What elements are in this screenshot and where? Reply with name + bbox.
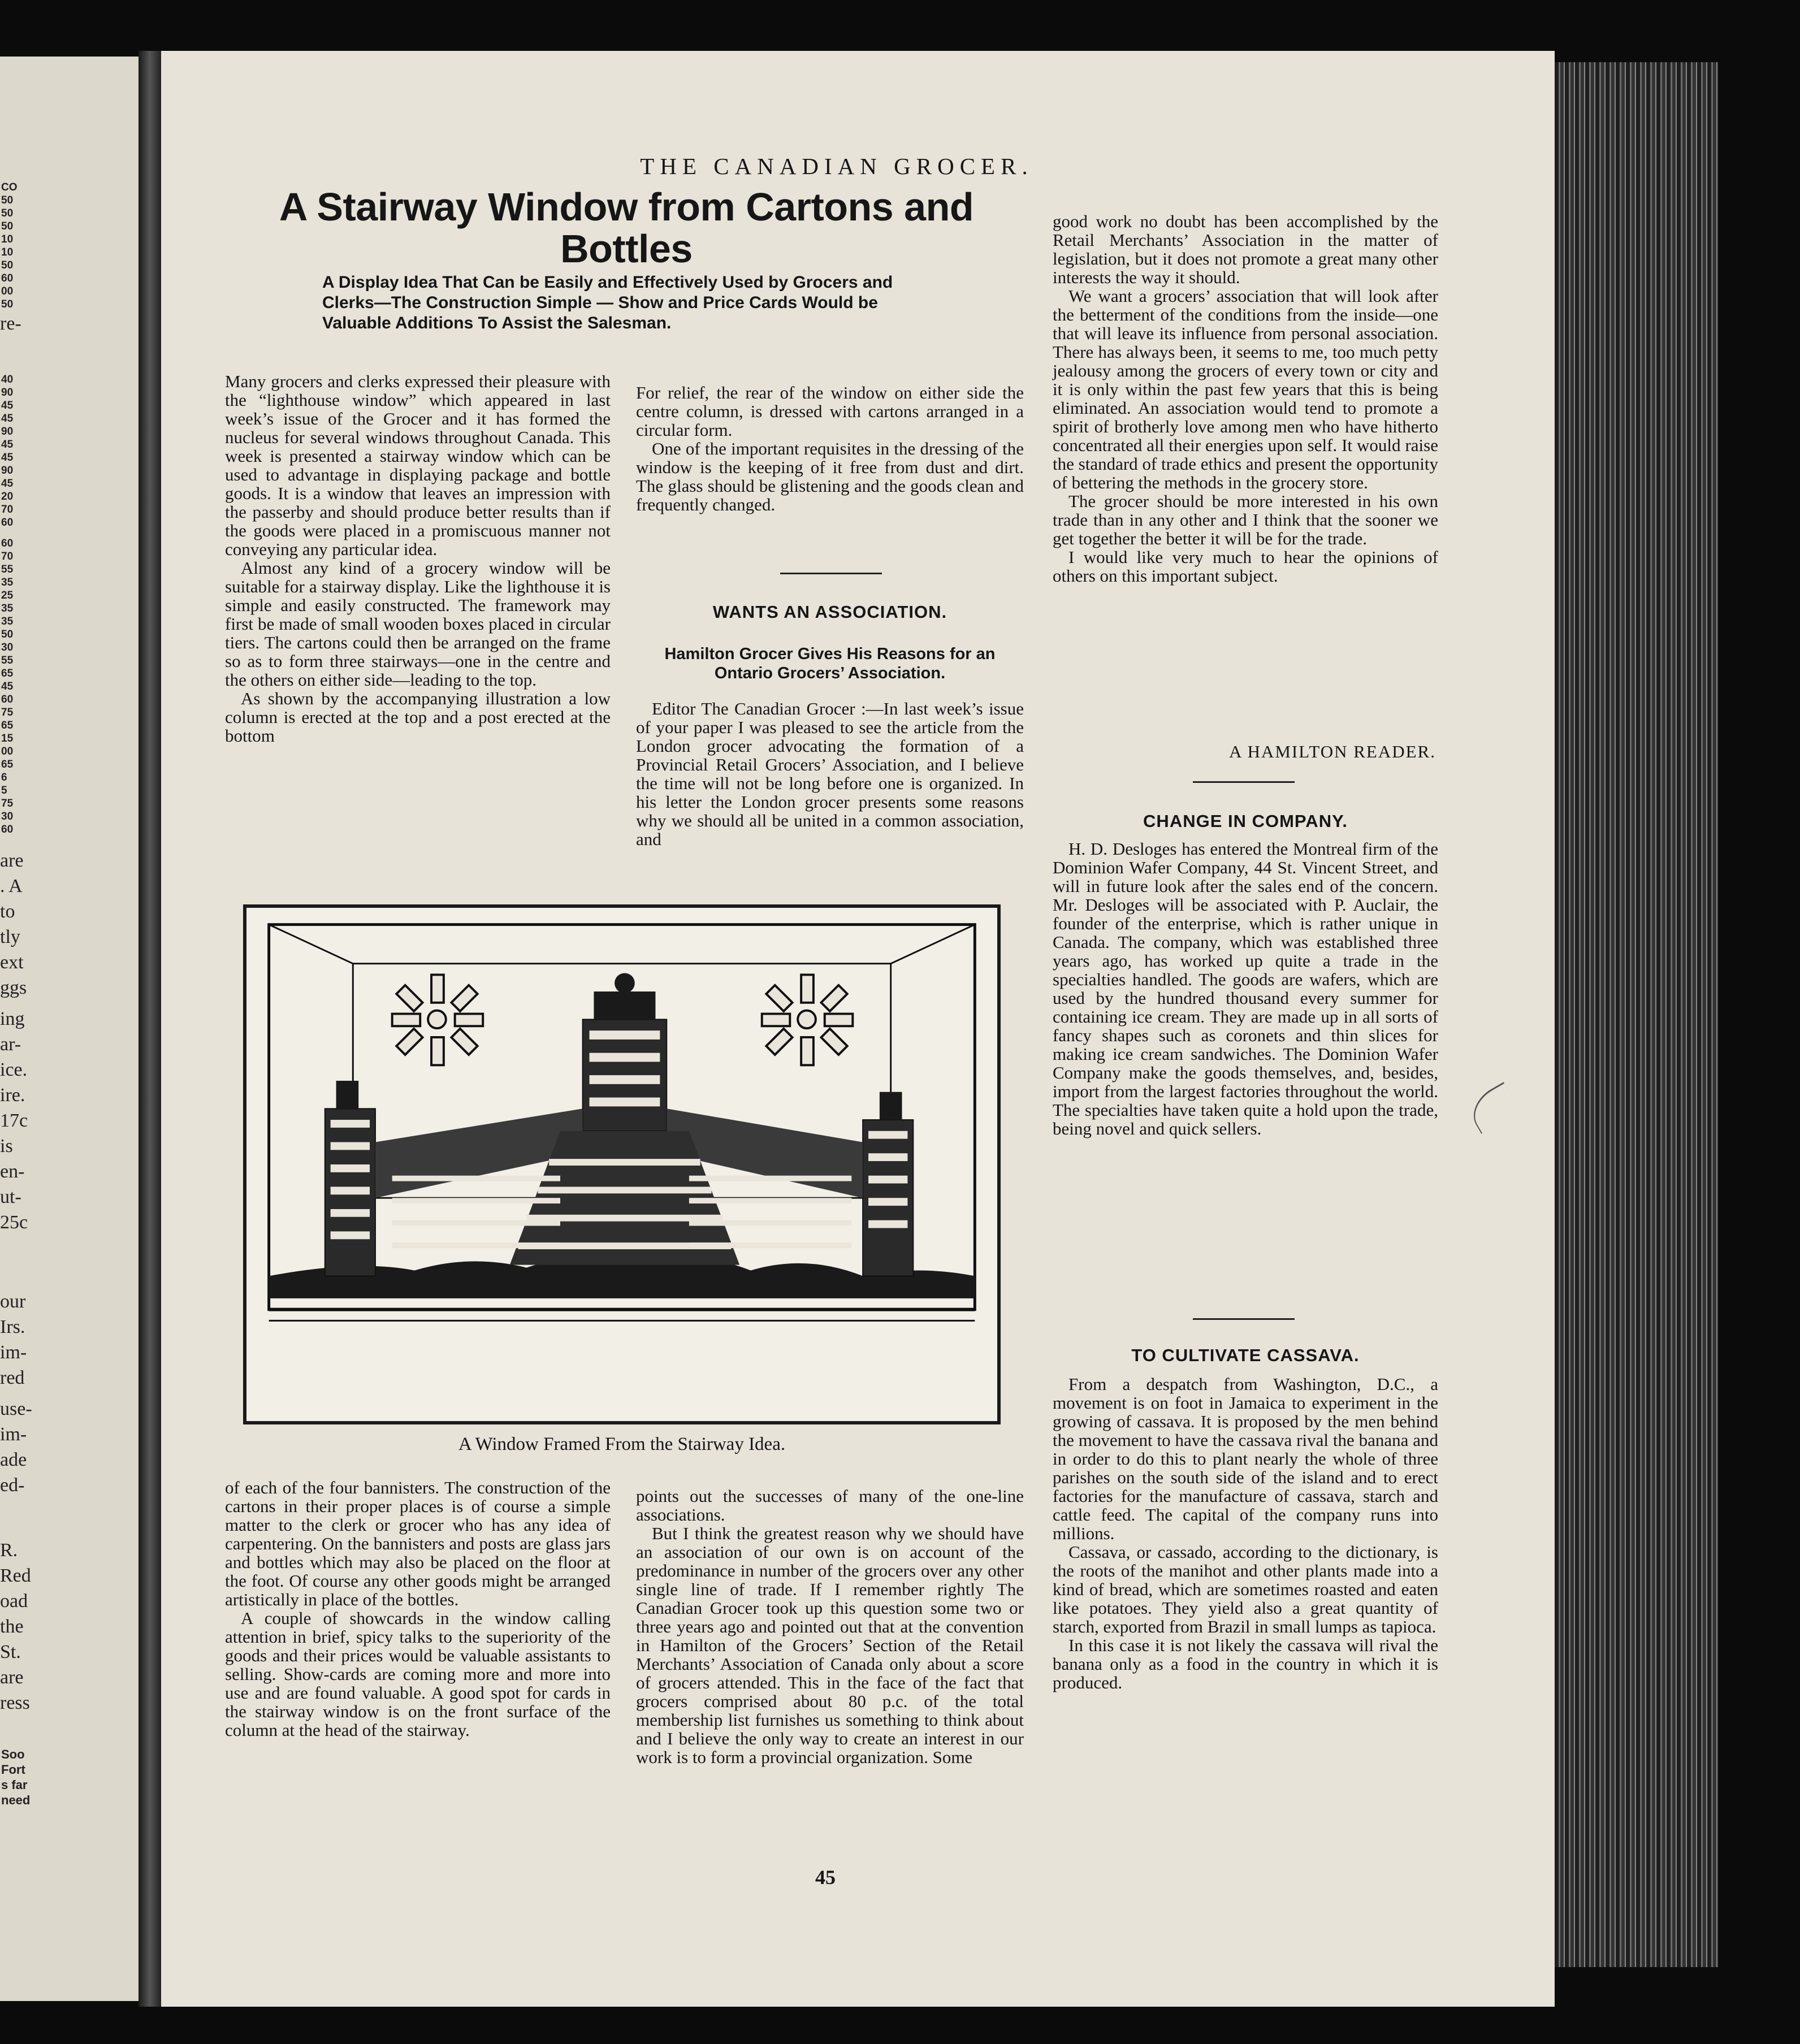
paragraph: I would like very much to hear the opinions of others on this important subject. xyxy=(1053,547,1438,586)
margin-line: 90 xyxy=(1,387,14,399)
left-carton-wheel xyxy=(392,975,483,1065)
margin-line: 35 xyxy=(1,603,14,614)
margin-line: 00 xyxy=(1,746,14,757)
margin-line: 15 xyxy=(1,733,14,744)
margin-line: 65 xyxy=(1,759,14,770)
illustration-caption: A Window Framed From the Stairway Idea. xyxy=(458,1434,786,1454)
margin-line: use- xyxy=(0,1398,32,1419)
paragraph: H. D. Desloges has entered the Montreal firm of the Dominion Wafer Company, 44 St. Vincent Street, and will in future look after the sales end of the concern. Mr. Desloges will be associated with P. Auclair, the founder of the enterprise, which is rather unique in Canada. The company, which was established three years ago, has worked up quite a trade in the specialties handled. The goods are wafers, which are used by the hundred thousand every summer for containing ice cream. They are made up in all sorts of fancy shapes such as coronets and thin slices for making ice cream sandwiches. The Dominion Wafer Company make the goods themselves, and, besides, import from the largest factories throughout the world. The specialties have taken quite a hold upon the trade, being novel and quick sellers. xyxy=(1053,839,1438,1138)
divider xyxy=(1193,781,1295,783)
left-facing-page xyxy=(0,57,139,2001)
margin-line: 35 xyxy=(1,616,14,627)
margin-line: 60 xyxy=(1,824,14,835)
change-in-company-heading: CHANGE IN COMPANY. xyxy=(1143,811,1348,831)
margin-line: are xyxy=(0,1667,24,1688)
paragraph: Almost any kind of a grocery window will be suitable for a stairway display. Like the lighthouse it is simple and easily constructed. The framework may first be made of small wooden boxes placed in circular tiers. The cartons could then be arranged on the frame so as to form three stairways—one in the centre and the others on either side—leading to the top. xyxy=(225,558,611,690)
margin-line: our xyxy=(0,1291,26,1312)
margin-words-c xyxy=(0,1289,34,1391)
margin-line: 90 xyxy=(1,426,14,438)
margin-line: need xyxy=(1,1793,31,1807)
signature: A HAMILTON READER. xyxy=(1229,742,1436,761)
book-gutter xyxy=(139,51,161,2007)
margin-line: ade xyxy=(0,1449,27,1470)
margin-line: ress xyxy=(0,1692,30,1713)
margin-figures-mid xyxy=(1,373,35,529)
margin-line: ed- xyxy=(0,1475,25,1496)
wants-association-heading: WANTS AN ASSOCIATION. xyxy=(712,602,947,622)
margin-line: red xyxy=(0,1367,25,1388)
margin-line: 45 xyxy=(1,452,14,464)
paragraph: Many grocers and clerks expressed their pleasure with the “lighthouse window” which appeared in last week’s issue of the Grocer and it has formed the nucleus for several windows throughout Canada. This week is presented a stairway window which can be used to advantage in displaying package and bottle goods. It is a window that leaves an impression with the passerby and should produce better results than if the goods were placed in a promiscuous manner not conveying any particular idea. xyxy=(225,371,611,559)
paragraph: points out the successes of many of the one-line associations. xyxy=(636,1486,1024,1525)
running-head: THE CANADIAN GROCER. xyxy=(640,153,1033,179)
margin-line: 50 xyxy=(1,220,14,232)
margin-line: St. xyxy=(0,1642,21,1662)
margin-line: 45 xyxy=(1,681,14,692)
margin-line: to xyxy=(0,901,15,922)
margin-line: 30 xyxy=(1,642,14,653)
article-col1-bottom xyxy=(225,1478,611,1739)
paragraph: Editor The Canadian Grocer :—In last week’s issue of your paper I was pleased to see the article from the London grocer advocating the formation of a Provincial Retail Grocers’ Association, and I believe the time will not be long before one is organized. In his letter the London grocer presents some reasons why we should all be united in a common association, and xyxy=(636,699,1024,849)
margin-line: ice. xyxy=(0,1059,28,1080)
margin-line: CO xyxy=(1,181,18,193)
paragraph: For relief, the rear of the window on either side the centre column, is dressed with cartons arranged in a circular form. xyxy=(636,383,1024,440)
margin-line: en- xyxy=(0,1161,25,1182)
margin-line: 10 xyxy=(1,246,14,258)
paragraph: In this case it is not likely the cassava will rival the banana only as a food in the country in which it is produced. xyxy=(1053,1635,1438,1692)
margin-line: s far xyxy=(1,1778,28,1792)
margin-line: 50 xyxy=(1,194,14,206)
margin-line: 40 xyxy=(1,374,14,386)
margin-line: 75 xyxy=(1,707,14,718)
margin-line: ire. xyxy=(0,1085,25,1106)
margin-line: 17c xyxy=(0,1110,28,1131)
margin-line: ext xyxy=(0,952,24,973)
paragraph: of each of the four bannisters. The construction of the cartons in their proper places is of course a simple matter to the clerk or grocer who has any idea of carpentering. On the bannisters and posts are glass jars and bottles which may also be placed on the floor at the foot. Of course any other goods might be arranged artistically in place of the bottles. xyxy=(225,1478,611,1609)
margin-line: 65 xyxy=(1,720,14,731)
margin-line: ing xyxy=(0,1008,25,1029)
divider xyxy=(1193,1318,1295,1320)
margin-line: 50 xyxy=(1,629,14,640)
divider xyxy=(780,573,882,574)
margin-line: im- xyxy=(0,1424,27,1445)
stairway-window-drawing xyxy=(246,908,997,1421)
margin-line: 50 xyxy=(1,259,14,271)
margin-line: tly xyxy=(0,926,20,947)
article-col1-top xyxy=(225,372,611,745)
page-number: 45 xyxy=(815,1866,836,1889)
margin-line: 70 xyxy=(1,504,14,516)
margin-line: 10 xyxy=(1,233,14,245)
margin-line: 20 xyxy=(1,491,14,503)
margin-line: 60 xyxy=(1,272,14,284)
paragraph: good work no doubt has been accomplished by the Retail Merchants’ Association in the matter of legislation, but it does not promote a great many other interests the way it should. xyxy=(1053,211,1438,287)
margin-line: 25 xyxy=(1,590,14,601)
margin-line: 50 xyxy=(1,298,14,310)
change-in-company-body xyxy=(1053,839,1438,1138)
margin-line: oad xyxy=(0,1591,28,1612)
margin-line: ar- xyxy=(0,1034,21,1055)
margin-figures-low xyxy=(1,537,35,836)
margin-line: ggs xyxy=(0,977,27,998)
wants-association-col2-bottom xyxy=(636,1487,1024,1766)
margin-line: 60 xyxy=(1,517,14,529)
margin-line: 00 xyxy=(1,285,14,297)
margin-line: 35 xyxy=(1,577,14,588)
margin-line: the xyxy=(0,1616,24,1637)
margin-line: ut- xyxy=(0,1186,21,1207)
margin-words-e xyxy=(0,1538,34,1716)
margin-line: are xyxy=(0,850,24,871)
paragraph: As shown by the accompanying illustration a low column is erected at the top and a post erected at the bottom xyxy=(225,688,611,746)
margin-line: im- xyxy=(0,1342,27,1363)
margin-words-d xyxy=(0,1396,34,1498)
margin-line: 55 xyxy=(1,564,14,575)
headline: A Stairway Window from Cartons and Bottles xyxy=(279,185,974,271)
cassava-heading: TO CULTIVATE CASSAVA. xyxy=(1131,1345,1360,1365)
paragraph: Cassava, or cassado, according to the dictionary, is the roots of the manihot and other plants made into a kind of bread, which are sometimes roasted and eaten like potatoes. They yield also a great quantity of starch, exported from Brazil in small lumps as tapioca. xyxy=(1053,1542,1438,1636)
margin-line: 45 xyxy=(1,439,14,451)
wants-association-col3 xyxy=(1053,212,1438,585)
margin-fragment: re- xyxy=(0,313,21,334)
stairway-window-illustration xyxy=(243,904,1001,1424)
wants-association-col2 xyxy=(636,699,1024,848)
paragraph: From a despatch from Washington, D.C., a movement is on foot in Jamaica to experiment in the growing of cassava. It is proposed by the men behind the movement to have the cassava rival the banana and in order to do this to plant nearly the whole of three parishes on the south side of the island and to erect factories for the manufacture of cassava, starch and cattle feed. The capital of the company runs into millions. xyxy=(1053,1374,1438,1543)
margin-line: Soo xyxy=(1,1747,25,1761)
margin-line: 55 xyxy=(1,655,14,666)
margin-line: is xyxy=(0,1136,13,1157)
margin-line: 45 xyxy=(1,478,14,490)
margin-line: 45 xyxy=(1,413,14,425)
margin-line: Irs. xyxy=(0,1317,25,1337)
margin-line: 75 xyxy=(1,798,14,809)
paragraph: One of the important requisites in the dressing of the window is the keeping of it free from dust and dirt. The glass should be glistening and the goods clean and frequently changed. xyxy=(636,439,1024,514)
margin-line: 30 xyxy=(1,811,14,822)
paragraph: But I think the greatest reason why we should have an association of our own is on account of the predominance in number of the grocers over any other single line of trade. If I remember rightly The Canadian Grocer took up this question some two or three years ago and pointed out that at the convention in Hamilton of the Grocers’ Section of the Retail Merchants’ Association of Canada only about a score of grocers attended. This in the face of the fact that grocers comprised about 80 p.c. of the total membership list furnishes us something to think about and I believe the only way to create an interest in our work is to form a provincial organization. Some xyxy=(636,1523,1024,1767)
margin-line: 5 xyxy=(1,785,7,796)
paragraph: The grocer should be more interested in his own trade than in any other and I think that the sooner we get together the better it will be for the trade. xyxy=(1053,491,1438,548)
paragraph: A couple of showcards in the window calling attention in brief, spicy talks to the superiority of the goods and their prices would be valuable assistants to selling. Show-cards are coming more and more into use and are found valuable. A good spot for cards in the stairway window is on the front surface of the column at the head of the stairway. xyxy=(225,1608,611,1740)
margin-line: 90 xyxy=(1,465,14,477)
right-post xyxy=(863,1120,913,1276)
deck: A Display Idea That Can be Easily and Effectively Used by Grocers and Clerks—The Construction Simple — Show and Price Cards Would be Valuable Additions To Assist the Salesman. xyxy=(322,273,893,332)
margin-line: R. xyxy=(0,1540,18,1561)
margin-line: 45 xyxy=(1,400,14,412)
margin-words-f xyxy=(1,1747,35,1808)
right-carton-wheel xyxy=(762,975,853,1065)
wants-association-subheading: Hamilton Grocer Gives His Reasons for an Ontario Grocers’ Association. xyxy=(664,645,996,682)
article-col2-top xyxy=(636,383,1024,514)
margin-line: 6 xyxy=(1,772,7,783)
margin-line: 60 xyxy=(1,694,14,705)
margin-figures-top xyxy=(1,181,35,311)
margin-words-a xyxy=(0,848,34,1001)
margin-words-b xyxy=(0,1006,34,1235)
margin-line: Fort xyxy=(1,1762,25,1777)
margin-line: 25c xyxy=(0,1212,28,1233)
margin-line: Red xyxy=(0,1565,31,1586)
page-edges xyxy=(1555,62,1719,1967)
cassava-body xyxy=(1053,1375,1438,1692)
margin-line: 50 xyxy=(1,207,14,219)
margin-line: . A xyxy=(0,876,23,897)
paragraph: We want a grocers’ association that will look after the betterment of the conditions from the inside—one that will leave its influence from personal association. There has always been, it seems to me, too much petty jealousy among the grocers of every town or city and it is only within the past few years that this is being eliminated. An association would tend to promote a spirit of brotherly love among men who have hitherto concentrated all their energies upon self. It would raise the standard of trade ethics and present the opportunity of bettering the methods in the grocery store. xyxy=(1053,286,1438,492)
margin-line: 65 xyxy=(1,668,14,679)
margin-line: 60 xyxy=(1,538,14,549)
margin-line: 70 xyxy=(1,551,14,562)
